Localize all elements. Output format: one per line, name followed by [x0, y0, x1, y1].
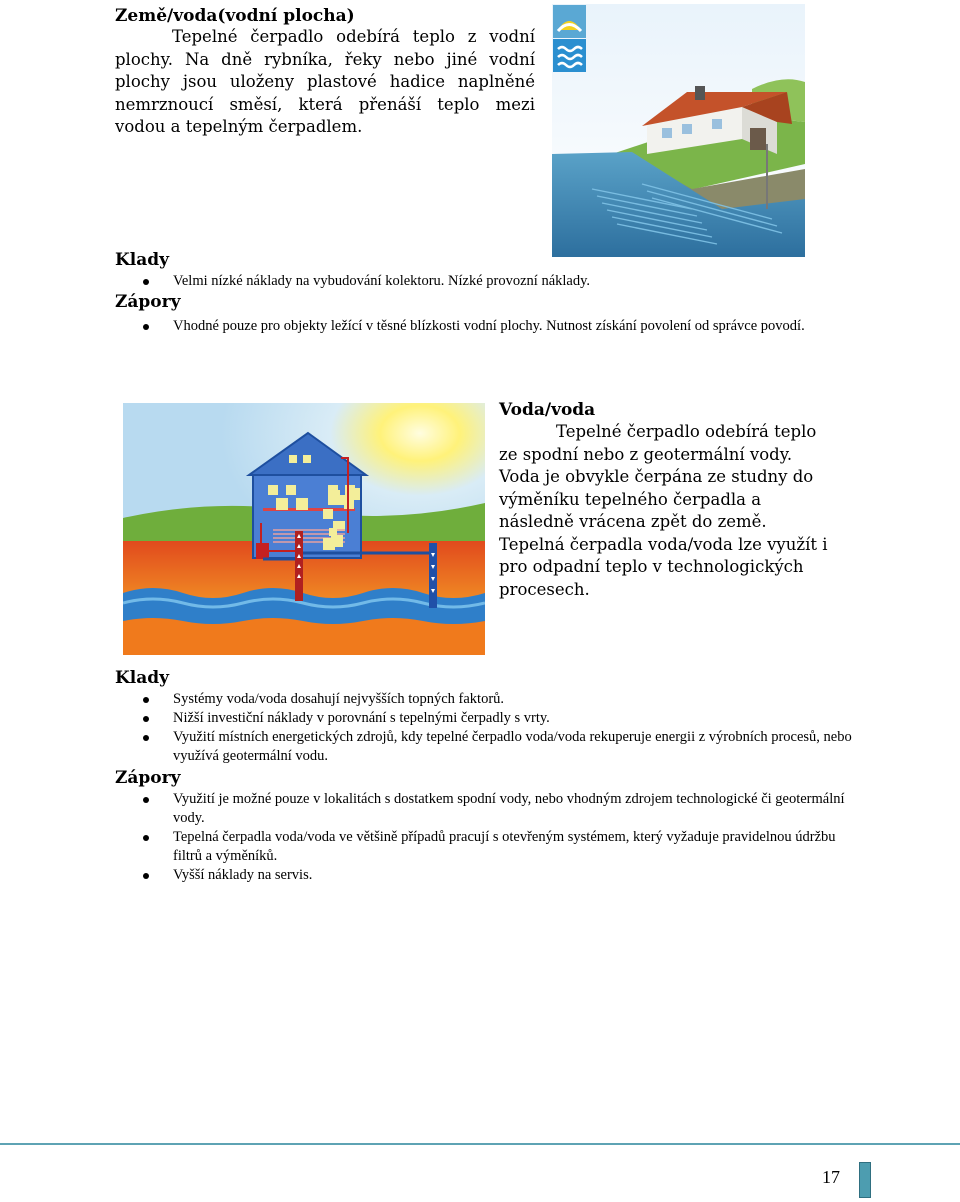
- list-item: Vyšší náklady na servis.: [115, 866, 855, 885]
- list-item: Vhodné pouze pro objekty ležící v těsné blízkosti vodní plochy. Nutnost získání povolení od správce povodí.: [115, 317, 845, 336]
- bullet-icon: [143, 279, 149, 285]
- section2-pros-list: [115, 690, 855, 766]
- bullet-icon: [143, 873, 149, 879]
- section1-pros-list: [115, 272, 855, 291]
- page-tab-marker: [859, 1162, 871, 1198]
- section1-cons-list: [115, 317, 845, 336]
- list-item: Systémy voda/voda dosahují nejvyšších topných faktorů.: [115, 690, 855, 709]
- list-item: Využití místních energetických zdrojů, kdy tepelné čerpadlo voda/voda rekuperuje energii z výrobních procesů, nebo využívá geotermální vodu.: [115, 728, 855, 766]
- section2-paragraph: Tepelné čerpadlo odebírá teplo ze spodní nebo z geotermální vody. Voda je obvykle čerpána ze studny do výměníku tepelného čerpadla a následně vrácena zpět do země. Tepelná čerpadla voda/voda lze využít i pro odpadní teplo v technologických procesech.: [499, 422, 828, 599]
- lake-collector-illustration: [552, 4, 805, 257]
- section2-title: Voda/voda: [499, 400, 596, 420]
- bullet-icon: [143, 835, 149, 841]
- section2-cons-list: [115, 790, 855, 885]
- section1-cons-heading: Zápory: [115, 292, 181, 312]
- bullet-icon: [143, 716, 149, 722]
- list-item: Využití je možné pouze v lokalitách s dostatkem spodní vody, nebo vhodným zdrojem technologické či geotermální vody.: [115, 790, 855, 828]
- bullet-icon: [143, 735, 149, 741]
- list-item: Nižší investiční náklady v porovnání s tepelnými čerpadly s vrty.: [115, 709, 855, 728]
- section1-title: Země/voda(vodní plocha): [115, 6, 355, 26]
- groundwater-heat-pump-illustration: [123, 403, 485, 655]
- bullet-icon: [143, 324, 149, 330]
- section1-paragraph: Tepelné čerpadlo odebírá teplo z vodní plochy. Na dně rybníka, řeky nebo jiné vodní plochy jsou uloženy plastové hadice naplněné nemrznoucí směsí, která přenáší teplo mezi vodou a tepelným čerpadlem.: [115, 27, 535, 136]
- section2-cons-heading: Zápory: [115, 768, 181, 788]
- section1-pros-heading: Klady: [115, 250, 170, 270]
- list-item: Tepelná čerpadla voda/voda ve většině případů pracují s otevřeným systémem, který vyžaduje pravidelnou údržbu filtrů a výměníků.: [115, 828, 855, 866]
- list-item: Velmi nízké náklady na vybudování kolektoru. Nízké provozní náklady.: [115, 272, 855, 291]
- bullet-icon: [143, 797, 149, 803]
- bullet-icon: [143, 697, 149, 703]
- section2-pros-heading: Klady: [115, 668, 170, 688]
- page-number: 17: [822, 1167, 840, 1187]
- footer-divider: [0, 1143, 960, 1145]
